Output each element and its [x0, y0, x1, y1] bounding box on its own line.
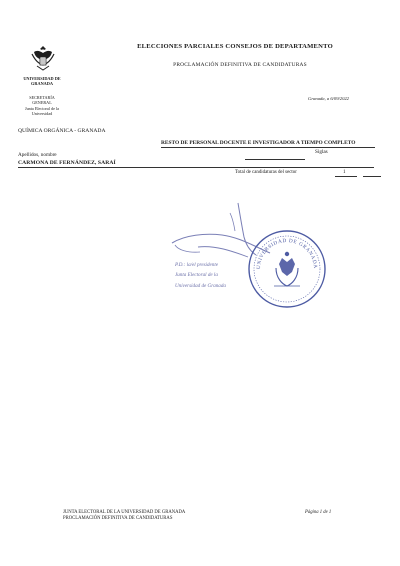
department-name: QUÍMICA ORGÁNICA - GRANADA — [18, 128, 106, 134]
column-header-siglas: Siglas — [315, 149, 328, 155]
document-date: Granada, a 6/09/2022 — [308, 96, 349, 101]
table-rule — [245, 159, 305, 160]
signature-line: Junta Electoral de la — [175, 272, 218, 278]
candidate-count-value: 1 — [343, 170, 346, 175]
official-seal-stamp — [246, 228, 328, 310]
seal-text: UNIVERSIDAD DE GRANADA — [255, 237, 319, 270]
candidate-count-label: Total de candidaturas del sector — [235, 170, 297, 175]
office-line: SECRETARÍA — [29, 95, 55, 100]
page-number: Página 1 de 1 — [305, 510, 332, 515]
office-name — [16, 95, 68, 117]
document-subtitle: PROCLAMACIÓN DEFINITIVA DE CANDIDATURAS — [173, 62, 307, 68]
sector-heading: RESTO DE PERSONAL DOCENTE E INVESTIGADOR A TIEMPO COMPLETO — [161, 140, 356, 146]
table-rule — [18, 167, 374, 168]
footer-line: PROCLAMACIÓN DEFINITIVA DE CANDIDATURAS — [63, 516, 173, 521]
table-rule — [363, 176, 381, 177]
office-line: Universidad — [31, 111, 53, 117]
office-line: Junta Electoral de la — [24, 105, 60, 111]
office-line: GENERAL — [32, 100, 52, 106]
document-title: ELECCIONES PARCIALES CONSEJOS DE DEPARTAMENTO — [137, 43, 333, 50]
table-rule — [335, 176, 357, 177]
signature-line: Universidad de Granada — [175, 283, 226, 289]
column-header-apellidos: Apellidos, nombre — [18, 152, 57, 158]
footer-line: JUNTA ELECTORAL DE LA UNIVERSIDAD DE GRANADA — [63, 510, 186, 515]
university-name: UNIVERSIDAD DE GRANADA — [23, 76, 61, 87]
signature-line: P.D.: la/el presidente — [175, 262, 219, 268]
candidate-name: CARMONA DE FERNÁNDEZ, SARAÍ — [18, 160, 116, 166]
university-crest-icon — [30, 44, 56, 72]
sector-divider — [161, 147, 375, 148]
